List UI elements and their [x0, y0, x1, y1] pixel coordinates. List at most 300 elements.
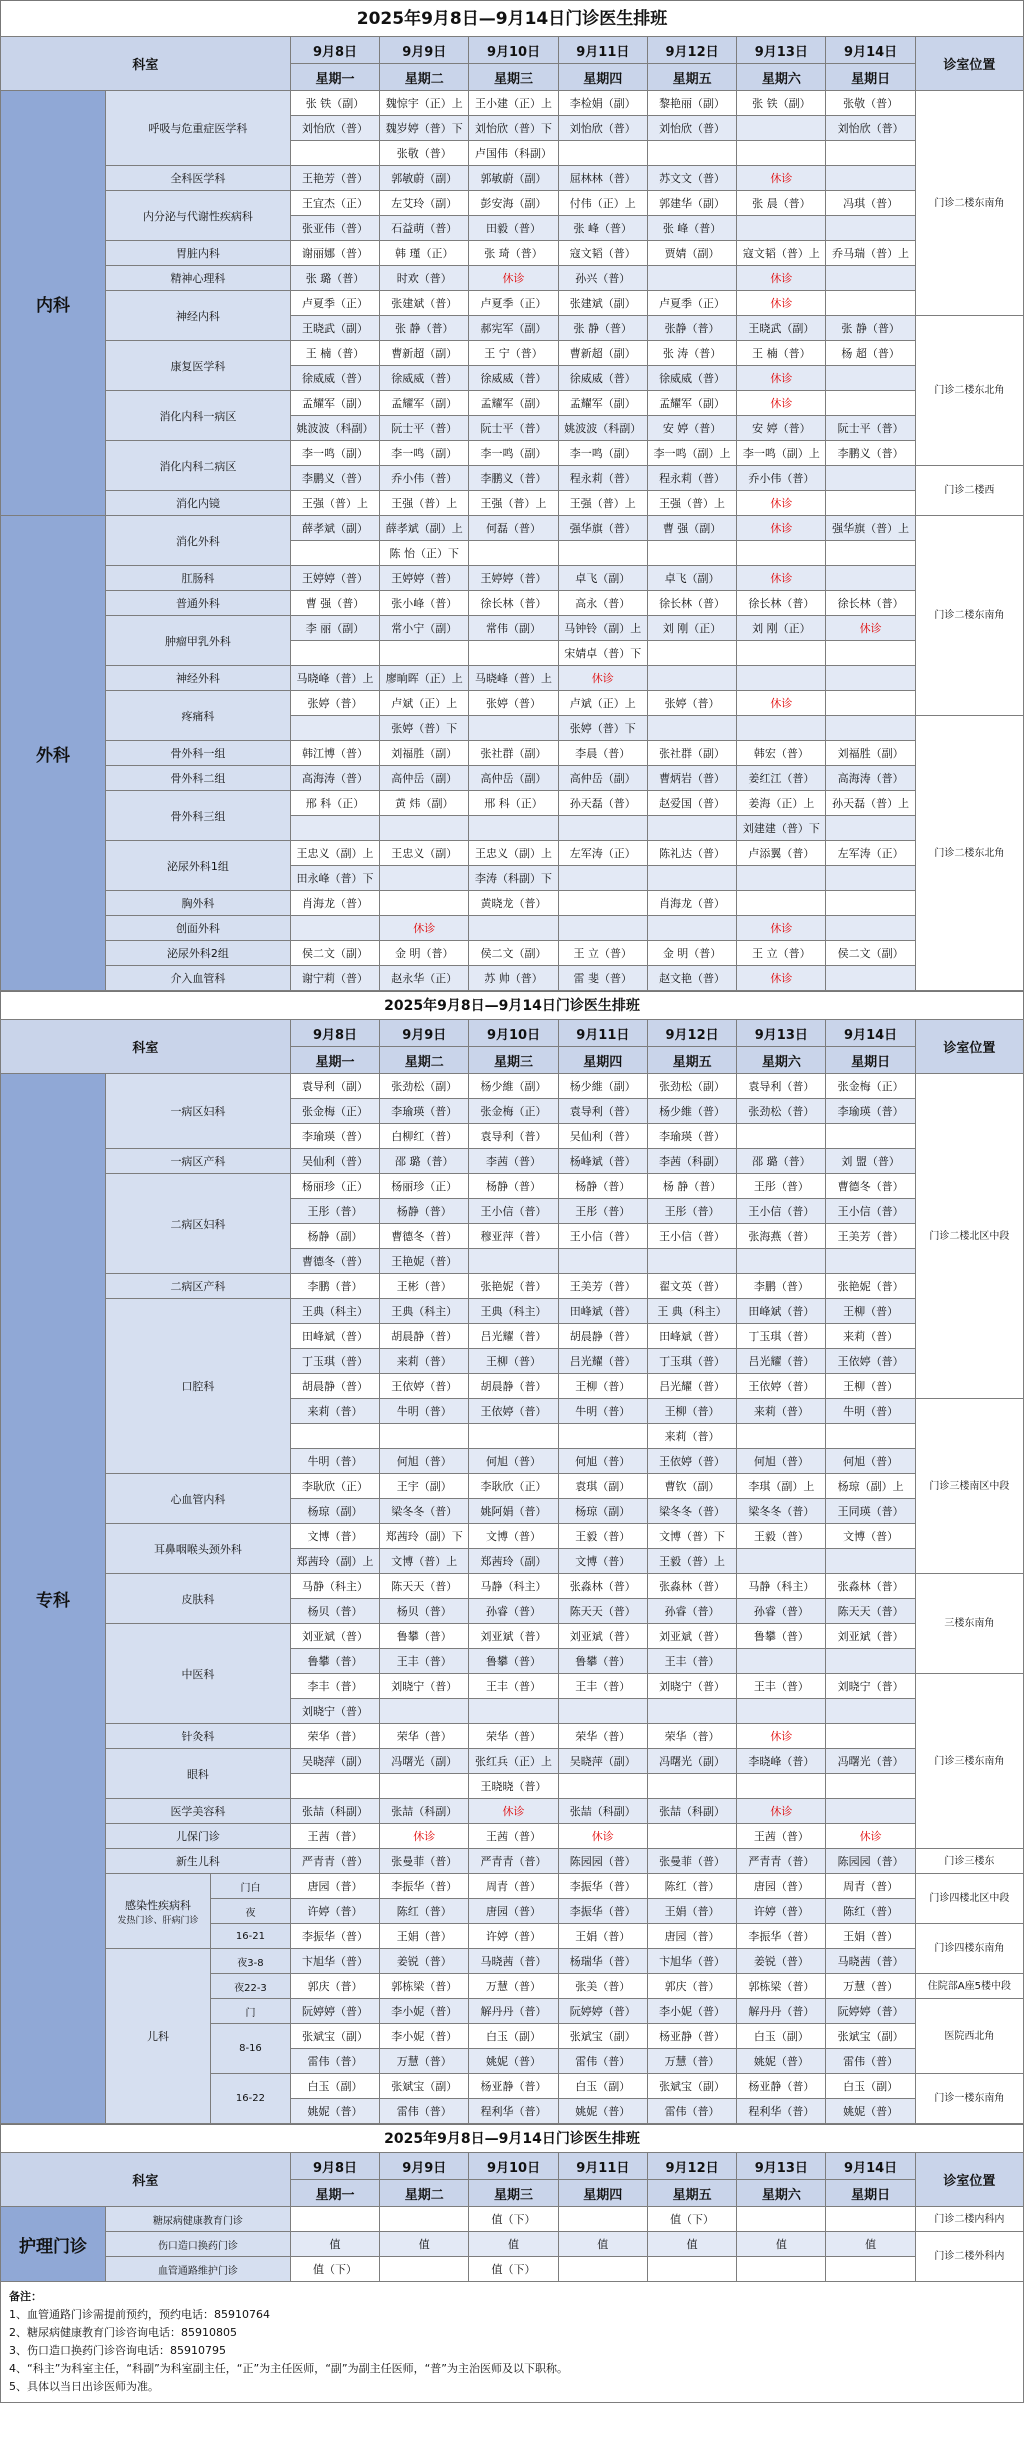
weekday-header: 星期四 — [558, 1047, 647, 1074]
schedule-cell: 休诊 — [558, 666, 647, 691]
schedule-cell: 张社群（副） — [647, 741, 736, 766]
schedule-cell: 黄晓龙（普） — [469, 891, 558, 916]
dept-name: 心血管内科 — [106, 1474, 291, 1524]
schedule-cell: 刘晓宁（普） — [290, 1699, 379, 1724]
weekday-header: 星期二 — [380, 1047, 469, 1074]
schedule-cell — [826, 1424, 915, 1449]
shift-label: 夜22-3 — [211, 1974, 291, 1999]
schedule-cell — [647, 1249, 736, 1274]
schedule-cell: 田永峰（普）下 — [290, 866, 379, 891]
schedule-cell: 王依婷（普） — [737, 1374, 826, 1399]
schedule-cell: 王 典（科主） — [647, 1299, 736, 1324]
schedule-cell: 万慧（普） — [380, 2049, 469, 2074]
schedule-cell: 徐威威（普） — [380, 366, 469, 391]
shift-label: 夜3-8 — [211, 1949, 291, 1974]
schedule-cell: 姚妮（普） — [290, 2099, 379, 2124]
schedule-cell: 王婷婷（普） — [290, 566, 379, 591]
dept-name: 肛肠科 — [106, 566, 291, 591]
schedule-cell — [558, 141, 647, 166]
schedule-cell: 李振华（普） — [558, 1874, 647, 1899]
dept-name: 胃脏内科 — [106, 241, 291, 266]
schedule-cell — [647, 716, 736, 741]
schedule-cell: 李一鸣（副） — [380, 441, 469, 466]
dept-name: 伤口造口换药门诊 — [106, 2232, 291, 2257]
notes-line: 3、伤口造口换药门诊咨询电话：85910795 — [9, 2344, 226, 2357]
schedule-cell: 王 立（普） — [558, 941, 647, 966]
schedule-cell: 刘怡欣（普） — [558, 116, 647, 141]
schedule-cell — [558, 1699, 647, 1724]
schedule-cell — [737, 2207, 826, 2232]
schedule-cell: 王茜（普） — [469, 1824, 558, 1849]
location-cell: 门诊二楼外科内 — [915, 2232, 1023, 2282]
schedule-cell: 陈红（普） — [647, 1874, 736, 1899]
schedule-cell — [380, 641, 469, 666]
schedule-cell: 谢宁莉（普） — [290, 966, 379, 991]
schedule-cell: 程永莉（普） — [558, 466, 647, 491]
schedule-cell: 值 — [826, 2232, 915, 2257]
dept-name: 眼科 — [106, 1749, 291, 1799]
schedule-cell — [647, 1774, 736, 1799]
schedule-cell: 袁导利（普） — [469, 1124, 558, 1149]
schedule-cell: 牛明（普） — [558, 1399, 647, 1424]
schedule-cell: 何旭（普） — [469, 1449, 558, 1474]
schedule-cell — [826, 366, 915, 391]
schedule-cell: 王典（科主） — [290, 1299, 379, 1324]
schedule-cell: 李鹏（普） — [737, 1274, 826, 1299]
schedule-cell: 值 — [647, 2232, 736, 2257]
dept-name: 糖尿病健康教育门诊 — [106, 2207, 291, 2232]
location-cell: 门诊一楼东南角 — [915, 2074, 1023, 2124]
schedule-cell — [826, 916, 915, 941]
schedule-cell: 王彤（普） — [737, 1174, 826, 1199]
schedule-cell: 王依婷（普） — [826, 1349, 915, 1374]
schedule-cell: 杨静（普） — [558, 1174, 647, 1199]
schedule-cell: 曹炳岩（普） — [647, 766, 736, 791]
infect-sub: 发热门诊、肝病门诊 — [117, 1915, 199, 1926]
schedule-cell: 姚阿娟（普） — [469, 1499, 558, 1524]
schedule-cell — [380, 1424, 469, 1449]
schedule-cell: 刘亚斌（普） — [647, 1624, 736, 1649]
schedule-cell: 时欢（普） — [380, 266, 469, 291]
schedule-cell: 雷伟（普） — [826, 2049, 915, 2074]
schedule-cell: 休诊 — [737, 1724, 826, 1749]
schedule-cell: 丁玉琪（普） — [290, 1349, 379, 1374]
schedule-cell: 安 婷（普） — [647, 416, 736, 441]
schedule-cell: 郑茜玲（副）下 — [380, 1524, 469, 1549]
weekday-header: 星期四 — [558, 64, 647, 91]
schedule-cell — [737, 541, 826, 566]
schedule-cell: 徐威威（普） — [647, 366, 736, 391]
schedule-cell: 姚妮（普） — [826, 2099, 915, 2124]
schedule-cell: 乔马瑞（普）上 — [826, 241, 915, 266]
location-cell: 门诊四楼东南角 — [915, 1924, 1023, 1974]
schedule-cell: 梁冬冬（普） — [380, 1499, 469, 1524]
schedule-cell: 陈园园（普） — [826, 1849, 915, 1874]
shift-label: 8-16 — [211, 2024, 291, 2074]
schedule-cell: 王小信（普） — [826, 1199, 915, 1224]
schedule-cell: 曹德冬（普） — [380, 1224, 469, 1249]
dept-name: 医学美容科 — [106, 1799, 291, 1824]
schedule-cell: 王小信（普） — [469, 1199, 558, 1224]
schedule-cell — [380, 891, 469, 916]
weekday-header: 星期六 — [737, 1047, 826, 1074]
schedule-cell — [826, 2207, 915, 2232]
notes-line: 2、糖尿病健康教育门诊咨询电话：85910805 — [9, 2326, 237, 2339]
schedule-cell: 左军涛（正） — [558, 841, 647, 866]
schedule-cell: 马晓茜（普） — [469, 1949, 558, 1974]
schedule-cell: 张金梅（正） — [469, 1099, 558, 1124]
schedule-cell: 孙睿（普） — [647, 1599, 736, 1624]
schedule-cell: 程永莉（普） — [647, 466, 736, 491]
schedule-cell — [380, 2257, 469, 2282]
schedule-cell: 张斌宝（副） — [380, 2074, 469, 2099]
schedule-cell: 侯二文（副） — [469, 941, 558, 966]
schedule-cell: 徐长林（普） — [647, 591, 736, 616]
schedule-cell: 王小建（正）上 — [469, 91, 558, 116]
schedule-cell: 万慧（普） — [469, 1974, 558, 1999]
schedule-cell: 牛明（普） — [290, 1449, 379, 1474]
schedule-cell: 姚妮（普） — [469, 2049, 558, 2074]
schedule-cell: 张艳妮（普） — [826, 1274, 915, 1299]
date-header: 9月8日 — [290, 37, 379, 64]
location-cell: 门诊二楼东南角 — [915, 91, 1023, 316]
schedule-cell: 张 静（普） — [380, 316, 469, 341]
schedule-cell: 梁冬冬（普） — [737, 1499, 826, 1524]
schedule-cell: 袁琪（副） — [558, 1474, 647, 1499]
schedule-cell: 徐威威（普） — [290, 366, 379, 391]
schedule-cell: 肖海龙（普） — [290, 891, 379, 916]
schedule-cell: 周青（普） — [469, 1874, 558, 1899]
schedule-cell — [737, 1699, 826, 1724]
dept-name: 血管通路维护门诊 — [106, 2257, 291, 2282]
schedule-cell: 刘晓宁（普） — [647, 1674, 736, 1699]
schedule-cell: 翟文英（普） — [647, 1274, 736, 1299]
dept-name: 内分泌与代谢性疾病科 — [106, 191, 291, 241]
schedule-cell: 郭栋梁（普） — [737, 1974, 826, 1999]
schedule-cell: 王强（普）上 — [647, 491, 736, 516]
schedule-cell: 刘亚斌（普） — [826, 1624, 915, 1649]
schedule-cell: 张金梅（正） — [290, 1099, 379, 1124]
schedule-cell: 白玉（副） — [469, 2024, 558, 2049]
schedule-cell: 王 立（普） — [737, 941, 826, 966]
schedule-cell: 高仲岳（副） — [469, 766, 558, 791]
schedule-cell: 刘怡欣（普） — [290, 116, 379, 141]
schedule-cell: 张 璐（普） — [290, 266, 379, 291]
schedule-cell: 张劲松（副） — [380, 1074, 469, 1099]
dept-name: 骨外科三组 — [106, 791, 291, 841]
schedule-cell: 王婷婷（普） — [380, 566, 469, 591]
schedule-cell: 张敬（普） — [826, 91, 915, 116]
schedule-cell: 邢 科（正） — [290, 791, 379, 816]
schedule-cell — [647, 641, 736, 666]
location-cell: 门诊三楼东南角 — [915, 1674, 1023, 1849]
schedule-cell: 李晓峰（普） — [737, 1749, 826, 1774]
schedule-cell — [826, 216, 915, 241]
schedule-cell: 值 — [558, 2232, 647, 2257]
schedule-cell: 张 静（普） — [558, 316, 647, 341]
schedule-cell — [380, 866, 469, 891]
schedule-cell: 邵 璐（普） — [380, 1149, 469, 1174]
schedule-cell — [737, 2257, 826, 2282]
schedule-cell: 王柳（普） — [826, 1374, 915, 1399]
schedule-cell — [826, 691, 915, 716]
schedule-cell: 袁导利（普） — [558, 1099, 647, 1124]
schedule-cell: 刘福胜（副） — [826, 741, 915, 766]
schedule-cell — [290, 1424, 379, 1449]
schedule-cell: 左艾玲（副） — [380, 191, 469, 216]
shift-label: 16-21 — [211, 1924, 291, 1949]
schedule-cell: 田毅（普） — [469, 216, 558, 241]
schedule-cell — [737, 666, 826, 691]
schedule-cell: 张美（普） — [558, 1974, 647, 1999]
schedule-cell: 卢斌（正）上 — [558, 691, 647, 716]
schedule-cell: 杨亚静（普） — [737, 2074, 826, 2099]
schedule-cell: 乔小伟（普） — [380, 466, 469, 491]
dept-name: 神经内科 — [106, 291, 291, 341]
schedule-cell: 冯琪（普） — [826, 191, 915, 216]
schedule-cell: 胡晨静（普） — [469, 1374, 558, 1399]
schedule-cell: 张婷（普）下 — [558, 716, 647, 741]
weekday-header: 星期一 — [290, 64, 379, 91]
dept-name: 新生儿科 — [106, 1849, 291, 1874]
schedule-cell: 郭栋梁（普） — [380, 1974, 469, 1999]
schedule-cell — [469, 716, 558, 741]
schedule-cell: 孙睿（普） — [737, 1599, 826, 1624]
schedule-cell: 薛孝斌（副）上 — [380, 516, 469, 541]
schedule-cell: 张斌宝（副） — [826, 2024, 915, 2049]
dept-name: 口腔科 — [106, 1299, 291, 1474]
schedule-cell: 王娟（普） — [647, 1899, 736, 1924]
schedule-cell: 王小信（普） — [647, 1224, 736, 1249]
schedule-cell: 苏 帅（普） — [469, 966, 558, 991]
schedule-cell — [647, 141, 736, 166]
schedule-cell: 徐长林（普） — [737, 591, 826, 616]
schedule-cell: 陈红（普） — [826, 1899, 915, 1924]
date-header: 9月9日 — [380, 37, 469, 64]
schedule-cell — [290, 541, 379, 566]
dept-name: 泌尿外科1组 — [106, 841, 291, 891]
schedule-cell: 杨静（副） — [290, 1224, 379, 1249]
schedule-cell: 休诊 — [558, 1824, 647, 1849]
schedule-cell: 郑茜玲（副） — [469, 1549, 558, 1574]
schedule-cell: 李一鸣（副）上 — [647, 441, 736, 466]
schedule-cell: 严青青（普） — [737, 1849, 826, 1874]
schedule-cell: 杨静（普） — [380, 1199, 469, 1224]
schedule-cell: 来莉（普） — [290, 1399, 379, 1424]
schedule-cell: 刘建建（普）下 — [737, 816, 826, 841]
schedule-cell: 寇文韬（普） — [558, 241, 647, 266]
schedule-cell — [558, 1774, 647, 1799]
schedule-cell: 孙兴（普） — [558, 266, 647, 291]
schedule-cell: 杨少維（普） — [647, 1099, 736, 1124]
schedule-cell — [737, 716, 826, 741]
schedule-cell: 李一鸣（副）上 — [737, 441, 826, 466]
schedule-cell: 许婷（普） — [290, 1899, 379, 1924]
schedule-cell: 寇文韬（普）上 — [737, 241, 826, 266]
schedule-cell: 王彤（普） — [290, 1199, 379, 1224]
schedule-cell: 吴晓萍（副） — [558, 1749, 647, 1774]
schedule-cell: 刘怡欣（普） — [826, 116, 915, 141]
schedule-cell — [290, 141, 379, 166]
schedule-cell: 杨丽珍（正） — [380, 1174, 469, 1199]
schedule-cell: 白玉（副） — [826, 2074, 915, 2099]
schedule-cell: 姜锐（普） — [380, 1949, 469, 1974]
schedule-cell: 阮士平（普） — [469, 416, 558, 441]
schedule-cell: 张喆（科副） — [558, 1799, 647, 1824]
schedule-cell — [290, 716, 379, 741]
date-header: 9月14日 — [826, 2153, 915, 2180]
schedule-cell: 王美芳（普） — [826, 1224, 915, 1249]
schedule-cell: 值（下） — [469, 2207, 558, 2232]
schedule-cell: 吕光耀（普） — [469, 1324, 558, 1349]
dept-name: 一病区妇科 — [106, 1074, 291, 1149]
schedule-cell: 王依婷（普） — [469, 1399, 558, 1424]
schedule-cell — [290, 2207, 379, 2232]
dept-name: 二病区产科 — [106, 1274, 291, 1299]
schedule-table-1 — [0, 36, 1024, 991]
schedule-cell: 王忠义（副）上 — [469, 841, 558, 866]
weekday-header: 星期三 — [469, 2180, 558, 2207]
schedule-cell: 何磊（普） — [469, 516, 558, 541]
schedule-cell: 张斌宝（副） — [647, 2074, 736, 2099]
schedule-cell: 休诊 — [469, 266, 558, 291]
schedule-cell: 李振华（普） — [290, 1924, 379, 1949]
schedule-cell — [647, 1699, 736, 1724]
schedule-cell: 万慧（普） — [826, 1974, 915, 1999]
schedule-cell: 张小峰（普） — [380, 591, 469, 616]
schedule-cell: 侯二文（副） — [826, 941, 915, 966]
schedule-cell: 张静（普） — [647, 316, 736, 341]
schedule-cell — [380, 2207, 469, 2232]
schedule-cell — [469, 541, 558, 566]
schedule-cell — [469, 641, 558, 666]
schedule-cell: 张 涛（普） — [647, 341, 736, 366]
schedule-cell: 李瑜瑛（普） — [826, 1099, 915, 1124]
schedule-cell — [737, 1774, 826, 1799]
schedule-cell: 休诊 — [380, 1824, 469, 1849]
schedule-cell: 曹德冬（普） — [826, 1174, 915, 1199]
schedule-cell: 肖海龙（普） — [647, 891, 736, 916]
schedule-cell: 王强（普）上 — [380, 491, 469, 516]
schedule-cell: 值 — [469, 2232, 558, 2257]
location-cell: 门诊三楼南区中段 — [915, 1399, 1023, 1574]
schedule-cell: 休诊 — [469, 1799, 558, 1824]
date-header: 9月13日 — [737, 37, 826, 64]
schedule-cell: 王茜（普） — [290, 1824, 379, 1849]
schedule-cell — [826, 166, 915, 191]
schedule-cell: 姜红江（普） — [737, 766, 826, 791]
schedule-cell: 卢国伟（科副） — [469, 141, 558, 166]
schedule-cell: 李振华（普） — [558, 1899, 647, 1924]
schedule-cell: 张 琦（普） — [469, 241, 558, 266]
schedule-cell: 刘亚斌（普） — [469, 1624, 558, 1649]
schedule-cell — [558, 816, 647, 841]
schedule-cell: 休诊 — [737, 1799, 826, 1824]
schedule-cell: 休诊 — [737, 366, 826, 391]
schedule-cell: 常小宁（副） — [380, 616, 469, 641]
schedule-cell: 姚妮（普） — [737, 2049, 826, 2074]
schedule-cell — [290, 641, 379, 666]
schedule-cell: 杨琼（副）上 — [826, 1474, 915, 1499]
schedule-cell: 张敬（普） — [380, 141, 469, 166]
weekday-header: 星期六 — [737, 64, 826, 91]
schedule-cell: 张 铁（副） — [737, 91, 826, 116]
schedule-cell: 李丰（普） — [290, 1674, 379, 1699]
loc-col-header: 诊室位置 — [915, 2153, 1023, 2207]
schedule-cell: 孟耀军（副） — [647, 391, 736, 416]
schedule-cell: 王典（科主） — [469, 1299, 558, 1324]
schedule-cell: 阮婷婷（普） — [558, 1999, 647, 2024]
notes-title: 备注： — [9, 2290, 42, 2303]
location-cell: 门诊二楼北区中段 — [915, 1074, 1023, 1399]
schedule-cell: 吴仙利（普） — [290, 1149, 379, 1174]
schedule-cell: 郭庆（普） — [290, 1974, 379, 1999]
location-cell: 门诊二楼内科内 — [915, 2207, 1023, 2232]
schedule-cell: 许婷（普） — [469, 1924, 558, 1949]
schedule-cell: 刘 盟（普） — [826, 1149, 915, 1174]
schedule-cell: 王忠义（副） — [380, 841, 469, 866]
schedule-cell: 杨少維（副） — [469, 1074, 558, 1099]
schedule-cell: 强华旗（普） — [558, 516, 647, 541]
schedule-cell — [737, 216, 826, 241]
schedule-cell: 鲁攀（普） — [737, 1624, 826, 1649]
schedule-cell — [826, 2257, 915, 2282]
schedule-cell: 唐园（普） — [290, 1874, 379, 1899]
schedule-cell: 王同瑛（普） — [826, 1499, 915, 1524]
shift-label: 夜 — [211, 1899, 291, 1924]
schedule-cell: 何旭（普） — [826, 1449, 915, 1474]
schedule-cell: 王娟（普） — [380, 1924, 469, 1949]
schedule-cell: 万慧（普） — [647, 2049, 736, 2074]
schedule-cell: 王彤（普） — [558, 1199, 647, 1224]
schedule-cell: 王晓晓（普） — [469, 1774, 558, 1799]
schedule-cell: 文博（普）上 — [380, 1549, 469, 1574]
schedule-cell: 李小妮（普） — [647, 1999, 736, 2024]
schedule-cell — [647, 266, 736, 291]
schedule-cell: 陈园园（普） — [558, 1849, 647, 1874]
schedule-cell: 休诊 — [737, 966, 826, 991]
schedule-cell: 王晓武（副） — [290, 316, 379, 341]
schedule-cell: 杨丽珍（正） — [290, 1174, 379, 1199]
schedule-cell: 田峰斌（普） — [290, 1324, 379, 1349]
schedule-cell — [826, 816, 915, 841]
dept-name: 肿瘤甲乳外科 — [106, 616, 291, 666]
schedule-cell: 田峰斌（普） — [558, 1299, 647, 1324]
schedule-cell — [737, 1124, 826, 1149]
schedule-cell — [826, 466, 915, 491]
schedule-cell: 郭庆（普） — [647, 1974, 736, 1999]
schedule-cell: 杨 超（普） — [826, 341, 915, 366]
weekday-header: 星期五 — [647, 2180, 736, 2207]
schedule-cell: 冯曙光（副） — [380, 1749, 469, 1774]
schedule-cell: 文博（普） — [558, 1549, 647, 1574]
schedule-cell: 苏文文（普） — [647, 166, 736, 191]
schedule-cell — [737, 1549, 826, 1574]
schedule-cell: 文博（普）下 — [647, 1524, 736, 1549]
schedule-cell: 冯曙光（副） — [647, 1749, 736, 1774]
schedule-cell: 王宜杰（正） — [290, 191, 379, 216]
schedule-cell: 王娟（普） — [558, 1924, 647, 1949]
schedule-cell: 张社群（副） — [469, 741, 558, 766]
schedule-cell: 屈林林（普） — [558, 166, 647, 191]
schedule-cell: 马晓峰（普）上 — [290, 666, 379, 691]
schedule-cell: 杨 静（普） — [647, 1174, 736, 1199]
schedule-cell: 卓飞（副） — [558, 566, 647, 591]
schedule-cell: 王 楠（普） — [290, 341, 379, 366]
loc-col-header: 诊室位置 — [915, 37, 1023, 91]
schedule-cell: 张艳妮（普） — [469, 1274, 558, 1299]
location-cell: 门诊二楼东北角 — [915, 316, 1023, 466]
